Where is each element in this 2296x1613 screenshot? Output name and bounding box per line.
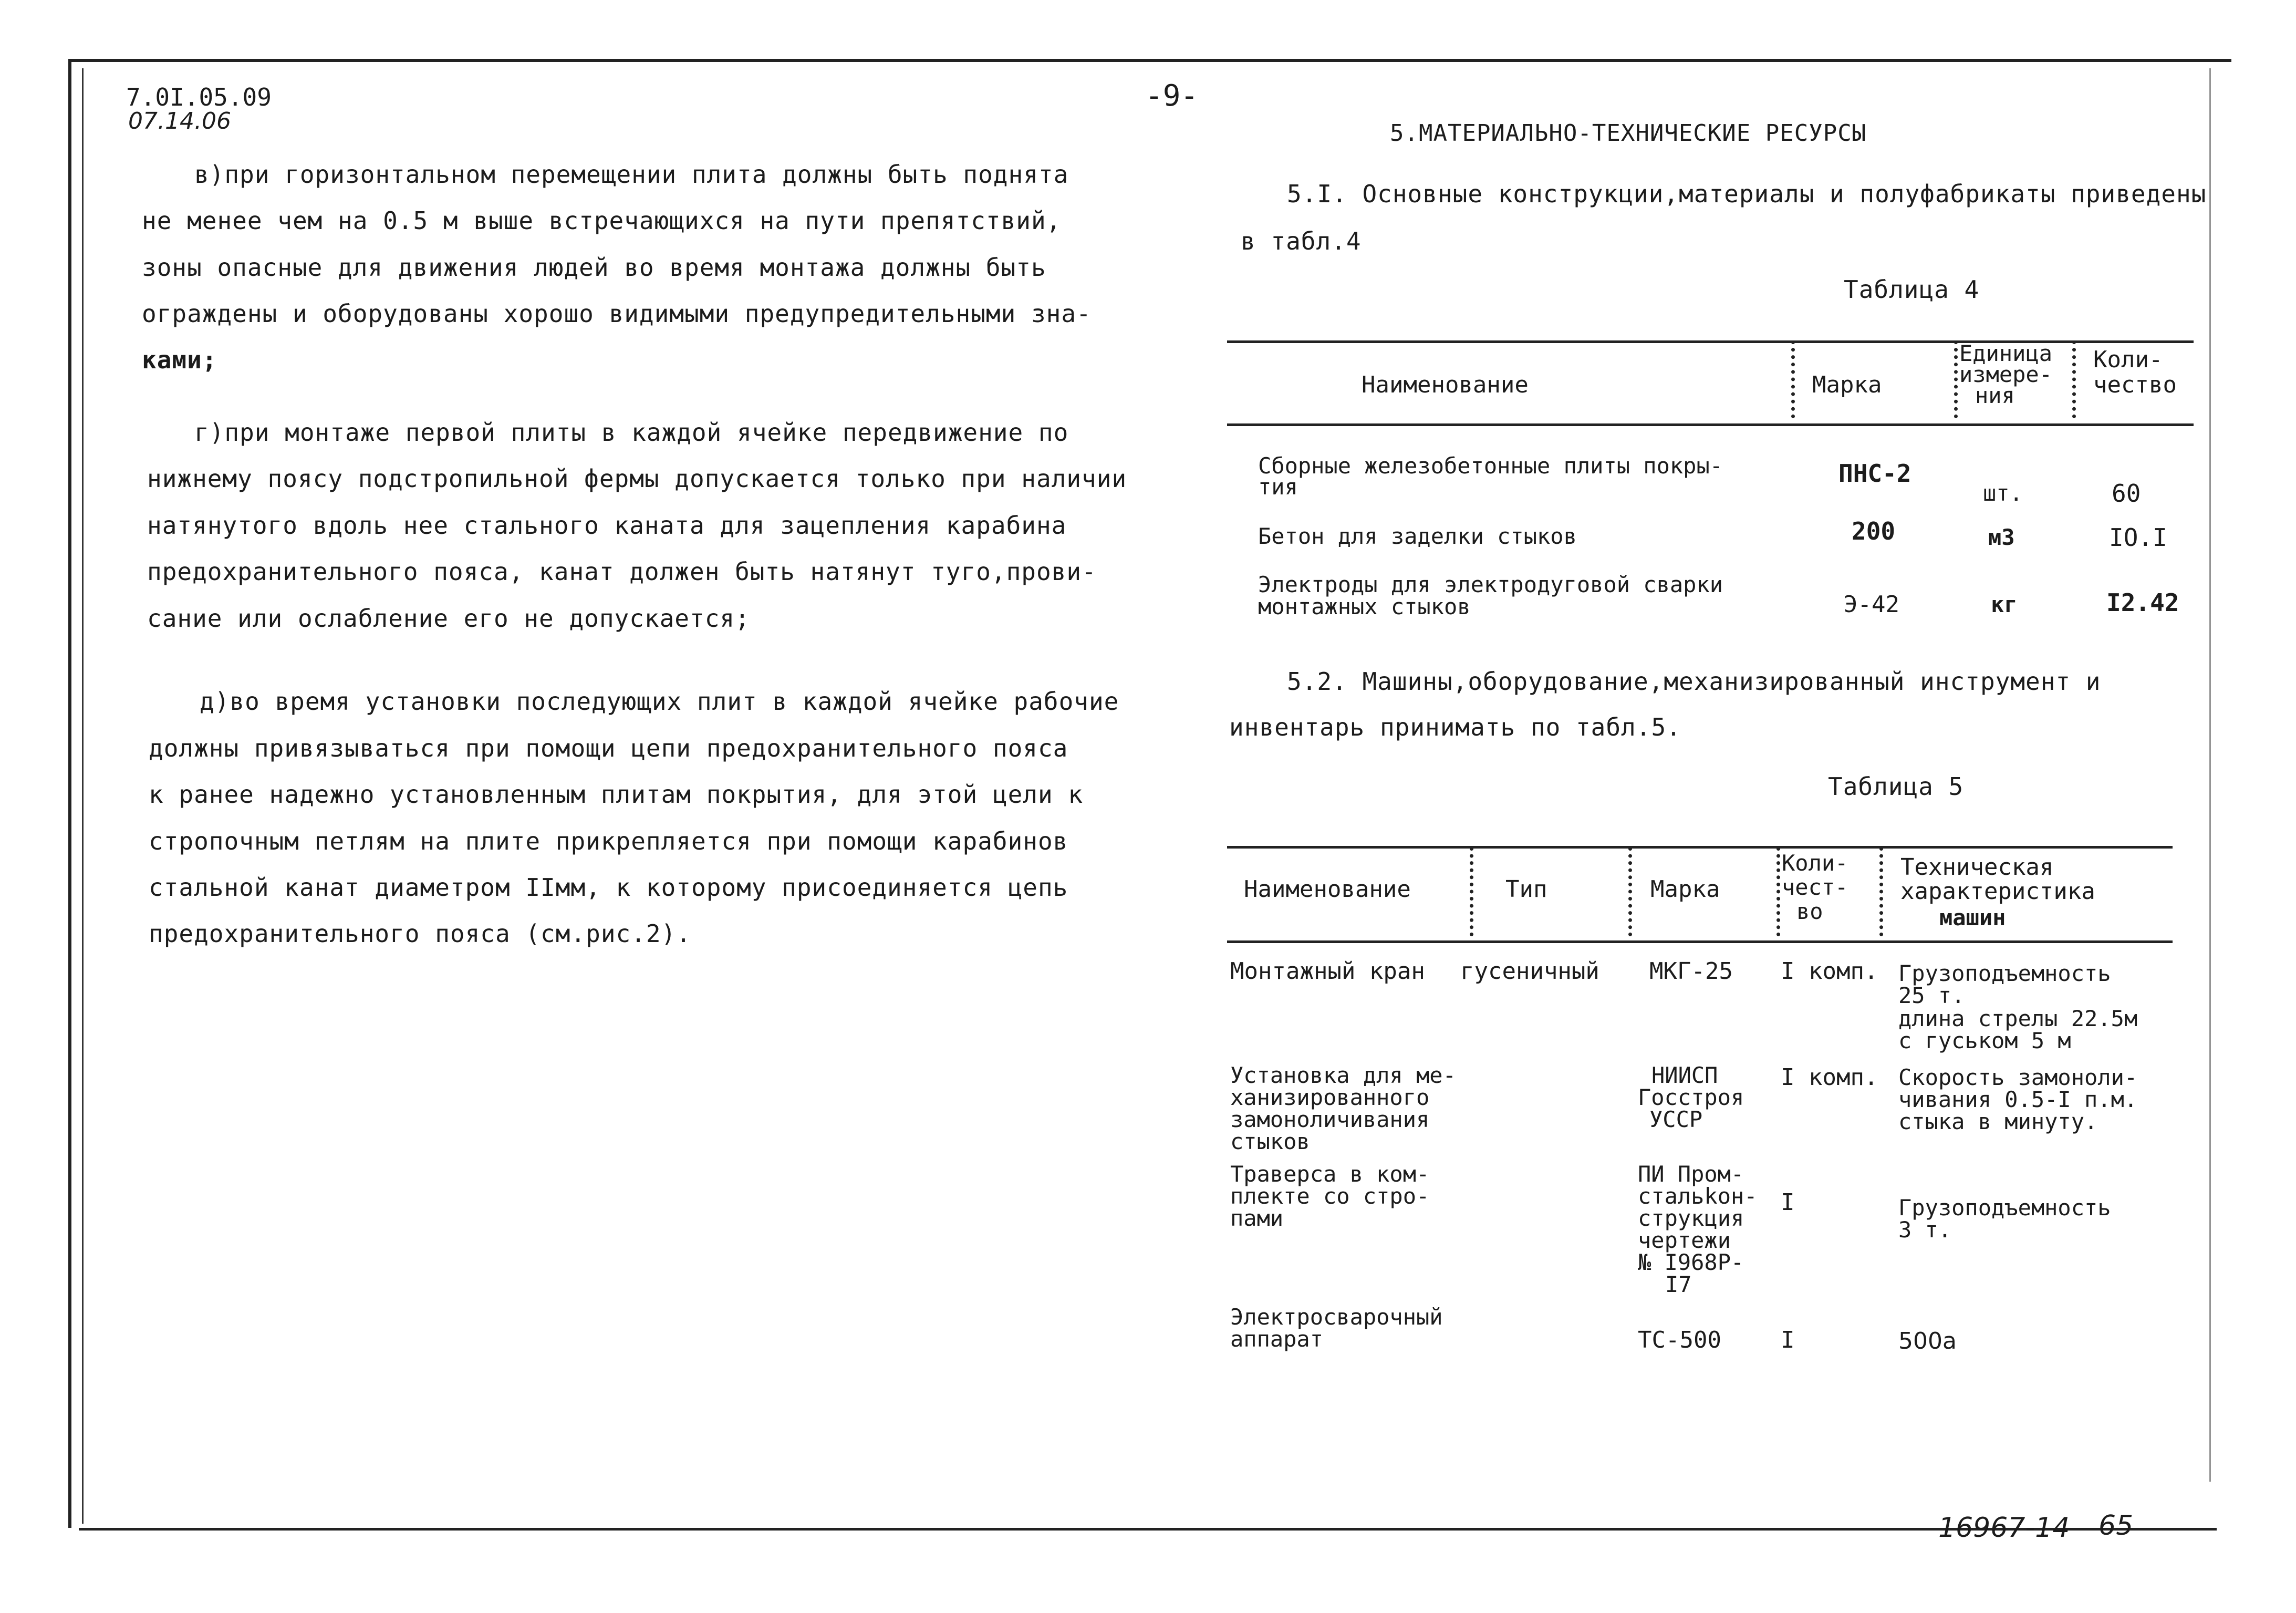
cell-name: стыков [1230,1129,1310,1154]
table-header-qty: чест- [1782,874,1848,900]
table-header-mark: Марка [1812,371,1882,398]
column-separator [1628,847,1632,936]
cell-qty: I комп. [1781,958,1878,985]
frame-right-border [2209,68,2211,1482]
text-line: 5.2. Машины,оборудование,механизированный инструмент и [1287,667,2101,696]
cell-name: аппарат [1230,1326,1324,1352]
text-line: стропочным петлям на плите прикрепляется при помощи карабинов [149,827,1068,855]
frame-top-border [68,59,2231,62]
cell-mark: 200 [1852,517,1896,545]
cell-mark: струкция [1638,1205,1744,1231]
table-rule [1227,846,2173,849]
text-line: нижнему поясу подстропильной фермы допускается только при наличии [147,464,1127,493]
text-line: сание или ослабление его не допускается; [147,604,750,633]
table-header-spec: характеристика [1900,878,2095,905]
text-line: ками; [142,346,217,374]
table-header-unit: измере- [1959,361,2053,387]
table-header-type: Тип [1505,876,1547,903]
cell-name: Сборные железобетонные плиты покры- [1258,453,1723,479]
table-header-unit: Единица [1959,340,2053,366]
document-code: 7.0I.05.09 [126,83,272,111]
text-line: г)при монтаже первой плиты в каждой ячейке передвижение по [194,418,1069,447]
text-line: в табл.4 [1241,227,1362,255]
table-header-name: Наименование [1362,371,1529,398]
column-separator [1470,847,1473,936]
page-number: -9- [1145,79,1199,113]
column-separator [1791,340,1795,418]
cell-spec: Скорость замоноли- [1898,1064,2138,1090]
text-line: 5.I. Основные конструкции,материалы и полуфабрикаты приведены [1287,180,2207,208]
frame-bottom-border [79,1528,2217,1531]
footer-sheet-number: 65 [2098,1510,2134,1542]
cell-unit: шт. [1983,480,2023,506]
cell-name: монтажных стыков [1258,594,1471,619]
cell-spec: длина стрелы 22.5м [1898,1006,2138,1031]
cell-mark: чертежи [1638,1227,1731,1253]
section-title: 5.МАТЕРИАЛЬНО-ТЕХНИЧЕСКИЕ РЕСУРСЫ [1390,120,1867,147]
cell-name: Электроды для электродуговой сварки [1258,572,1723,597]
cell-mark: НИИСП [1651,1062,1718,1088]
cell-mark: ПНС-2 [1838,459,1911,488]
column-separator [1954,340,1958,418]
cell-qty: I2.42 [2106,588,2179,617]
cell-mark: № I968Р- [1638,1249,1744,1275]
cell-mark: стальkон- [1638,1183,1758,1209]
table5-caption: Таблица 5 [1828,772,1964,801]
cell-mark: МКГ-25 [1649,958,1733,985]
text-line: натянутого вдоль нее стального каната для зацепления карабина [147,511,1067,540]
cell-spec: 500а [1898,1328,1957,1354]
text-line: стальной канат диаметром IIмм, к которому присоединяется цепь [149,873,1068,902]
cell-qty: 60 [2112,479,2141,508]
text-line: предохранительного пояса, канат должен быть натянут туго,прови- [147,557,1097,586]
table-header-spec: машин [1939,905,2006,930]
cell-name: замоноличивания [1230,1107,1430,1132]
text-line: не менее чем на 0.5 м выше встречающихся на пути препятствий, [142,206,1062,235]
cell-name: плекте со стро- [1230,1183,1430,1209]
table-header-qty: чество [2093,371,2177,398]
column-separator [2072,340,2076,418]
cell-name: Электросварочный [1230,1304,1443,1330]
table4-caption: Таблица 4 [1844,275,1980,304]
cell-spec: 25 т. [1898,983,1965,1008]
cell-mark: УССР [1649,1107,1703,1132]
text-line: должны привязываться при помощи цепи предохранительного пояса [149,734,1068,762]
text-line: предохранительного пояса (см.рис.2). [149,919,691,948]
cell-name: тия [1258,474,1298,500]
cell-spec: Грузоподъемность [1898,960,2111,986]
cell-qty: I комп. [1781,1064,1878,1091]
cell-spec: стыка в минуту. [1898,1109,2098,1134]
cell-mark: Э-42 [1844,591,1899,618]
column-separator [1776,847,1780,936]
table-rule [1227,940,2173,943]
cell-unit: м3 [1988,524,2015,550]
cell-name: пами [1230,1205,1284,1231]
text-line: к ранее надежно установленным плитам покрытия, для этой цели к [149,780,1084,809]
cell-qty: IO.I [2109,523,2167,552]
text-line: ограждены и оборудованы хорошо видимыми предупредительными зна- [142,299,1092,328]
cell-spec: с гуськом 5 м [1898,1028,2071,1053]
table-header-spec: Техническая [1900,854,2054,881]
table-header-qty: Коли- [1782,850,1848,876]
table-header-qty: во [1796,898,1823,924]
table-header-unit: ния [1975,382,2015,408]
cell-spec: чивания 0.5-I п.м. [1898,1087,2138,1112]
cell-type: гусеничный [1460,958,1599,985]
cell-spec: 3 т. [1898,1217,1952,1243]
frame-left-border [68,59,71,1528]
text-line: зоны опасные для движения людей во время монтажа должны быть [142,253,1046,282]
frame-inner-left-border [82,68,84,1524]
cell-name: Бетон для заделки стыков [1258,523,1577,549]
text-line: в)при горизонтальном перемещении плита должны быть поднята [194,160,1069,189]
document-date: 07.14.06 [128,108,231,135]
table-header-name: Наименование [1244,876,1411,903]
cell-mark: Госстроя [1638,1084,1744,1110]
table-header-qty: Коли- [2093,346,2163,373]
cell-unit: кг [1991,592,2018,617]
cell-spec: Грузоподъемность [1898,1195,2111,1221]
cell-mark: I7 [1665,1271,1692,1297]
cell-mark: ТС-500 [1638,1327,1721,1353]
table-rule [1227,423,2194,426]
cell-mark: ПИ Пром- [1638,1161,1744,1187]
cell-qty: I [1781,1327,1795,1353]
cell-name: Монтажный кран [1230,958,1425,985]
text-line: инвентарь принимать по табл.5. [1229,713,1681,741]
cell-name: ханизированного [1230,1084,1430,1110]
cell-name: Траверса в ком- [1230,1161,1430,1187]
text-line: д)во время установки последующих плит в каждой ячейке рабочие [200,687,1119,716]
cell-qty: I [1781,1189,1795,1216]
table-header-mark: Марка [1650,876,1720,903]
footer-stamp: 16967-14 [1938,1512,2070,1544]
cell-name: Установка для ме- [1230,1062,1456,1088]
column-separator [1879,847,1883,936]
